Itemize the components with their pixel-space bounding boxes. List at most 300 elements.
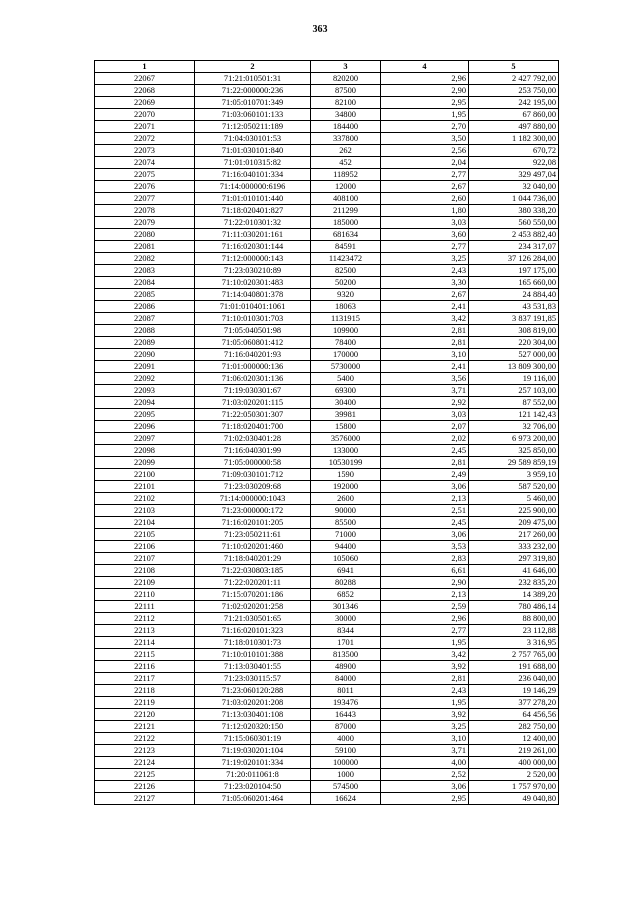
table-row (95, 217, 559, 229)
table-cell-col3: 1131915 (311, 313, 381, 325)
table-cell-col1: 22067 (95, 73, 195, 85)
table-cell-col4: 2,90 (381, 85, 469, 97)
table-cell-col5: 32 040,00 (469, 181, 559, 193)
table-row (95, 373, 559, 385)
table-cell-col2: 71:14:040801:378 (195, 289, 311, 301)
table-row (95, 553, 559, 565)
table-cell-col1: 22096 (95, 421, 195, 433)
table-cell-col2: 71:13:030401:108 (195, 709, 311, 721)
table-cell-col1: 22070 (95, 109, 195, 121)
table-row (95, 385, 559, 397)
table-cell-col1: 22082 (95, 253, 195, 265)
table-row (95, 697, 559, 709)
table-cell-col2: 71:23:030210:89 (195, 265, 311, 277)
table-cell-col5: 23 112,88 (469, 625, 559, 637)
table-cell-col3: 820200 (311, 73, 381, 85)
table-cell-col5: 242 195,00 (469, 97, 559, 109)
table-cell-col1: 22090 (95, 349, 195, 361)
table-cell-col4: 2,90 (381, 577, 469, 589)
table-cell-col4: 2,49 (381, 469, 469, 481)
table-cell-col2: 71:01:010315:82 (195, 157, 311, 169)
table-cell-col3: 3576000 (311, 433, 381, 445)
table-row (95, 181, 559, 193)
table-row (95, 97, 559, 109)
table-cell-col3: 16624 (311, 793, 381, 805)
table-row (95, 625, 559, 637)
table-cell-col5: 191 688,00 (469, 661, 559, 673)
table-cell-col5: 219 261,00 (469, 745, 559, 757)
table-cell-col5: 1 044 736,00 (469, 193, 559, 205)
table-cell-col5: 377 278,20 (469, 697, 559, 709)
table-row (95, 613, 559, 625)
table-cell-col2: 71:04:030101:53 (195, 133, 311, 145)
table-cell-col2: 71:20:011061:8 (195, 769, 311, 781)
table-cell-col2: 71:06:020301:136 (195, 373, 311, 385)
table-cell-col5: 64 456,56 (469, 709, 559, 721)
table-cell-col4: 2,60 (381, 193, 469, 205)
table-row (95, 349, 559, 361)
table-cell-col4: 2,04 (381, 157, 469, 169)
table-row (95, 313, 559, 325)
table-cell-col1: 22078 (95, 205, 195, 217)
table-cell-col2: 71:14:000000:6196 (195, 181, 311, 193)
table-cell-col4: 3,06 (381, 481, 469, 493)
table-cell-col2: 71:12:020320:150 (195, 721, 311, 733)
table-cell-col5: 1 757 970,00 (469, 781, 559, 793)
table-cell-col4: 2,13 (381, 493, 469, 505)
table-row (95, 577, 559, 589)
table-cell-col4: 3,10 (381, 733, 469, 745)
table-cell-col5: 5 460,00 (469, 493, 559, 505)
table-cell-col1: 22098 (95, 445, 195, 457)
table-row (95, 205, 559, 217)
table-row (95, 397, 559, 409)
table-cell-col2: 71:16:020101:323 (195, 625, 311, 637)
table-cell-col5: 780 486,14 (469, 601, 559, 613)
table-cell-col2: 71:22:020201:11 (195, 577, 311, 589)
table-cell-col5: 49 040,80 (469, 793, 559, 805)
table-cell-col1: 22120 (95, 709, 195, 721)
table-row (95, 289, 559, 301)
table-row (95, 565, 559, 577)
table-cell-col3: 192000 (311, 481, 381, 493)
table-cell-col1: 22076 (95, 181, 195, 193)
table-cell-col3: 118952 (311, 169, 381, 181)
table-cell-col3: 84591 (311, 241, 381, 253)
table-cell-col3: 193476 (311, 697, 381, 709)
table-cell-col4: 2,02 (381, 433, 469, 445)
table-cell-col4: 3,71 (381, 745, 469, 757)
column-header-3: 3 (311, 61, 381, 73)
table-cell-col1: 22103 (95, 505, 195, 517)
table-cell-col5: 13 809 300,00 (469, 361, 559, 373)
table-row (95, 709, 559, 721)
table-cell-col4: 2,67 (381, 289, 469, 301)
table-cell-col1: 22126 (95, 781, 195, 793)
table-cell-col3: 6852 (311, 589, 381, 601)
table-cell-col2: 71:21:010501:31 (195, 73, 311, 85)
table-cell-col5: 1 182 300,00 (469, 133, 559, 145)
table-row (95, 745, 559, 757)
table-cell-col3: 105060 (311, 553, 381, 565)
table-cell-col2: 71:22:050301:307 (195, 409, 311, 421)
table-cell-col4: 3,30 (381, 277, 469, 289)
table-row (95, 457, 559, 469)
table-cell-col1: 22097 (95, 433, 195, 445)
table-cell-col4: 3,56 (381, 373, 469, 385)
table-cell-col4: 3,25 (381, 721, 469, 733)
table-row (95, 661, 559, 673)
table-cell-col1: 22117 (95, 673, 195, 685)
table-cell-col2: 71:22:030803:185 (195, 565, 311, 577)
table-cell-col3: 133000 (311, 445, 381, 457)
table-cell-col2: 71:02:030401:28 (195, 433, 311, 445)
table-cell-col2: 71:15:070201:186 (195, 589, 311, 601)
table-row (95, 265, 559, 277)
table-cell-col3: 69300 (311, 385, 381, 397)
table-cell-col4: 3,25 (381, 253, 469, 265)
table-cell-col5: 234 317,07 (469, 241, 559, 253)
table-cell-col2: 71:18:010301:73 (195, 637, 311, 649)
table-cell-col4: 2,95 (381, 793, 469, 805)
table-cell-col4: 4,00 (381, 757, 469, 769)
table-row (95, 301, 559, 313)
table-cell-col4: 2,45 (381, 445, 469, 457)
table-cell-col2: 71:01:010401:1061 (195, 301, 311, 313)
table-cell-col2: 71:23:050211:61 (195, 529, 311, 541)
table-cell-col4: 3,06 (381, 529, 469, 541)
table-cell-col1: 22088 (95, 325, 195, 337)
table-cell-col4: 3,03 (381, 409, 469, 421)
table-cell-col3: 82500 (311, 265, 381, 277)
table-cell-col5: 3 837 191,85 (469, 313, 559, 325)
table-cell-col2: 71:18:040201:29 (195, 553, 311, 565)
table-row (95, 337, 559, 349)
table-cell-col3: 94400 (311, 541, 381, 553)
table-cell-col4: 2,70 (381, 121, 469, 133)
table-cell-col4: 2,52 (381, 769, 469, 781)
table-cell-col5: 2 453 882,40 (469, 229, 559, 241)
table-cell-col4: 3,42 (381, 649, 469, 661)
table-cell-col2: 71:03:020201:115 (195, 397, 311, 409)
table-cell-col2: 71:14:000000:1043 (195, 493, 311, 505)
table-cell-col3: 262 (311, 145, 381, 157)
table-cell-col2: 71:05:000000:58 (195, 457, 311, 469)
table-row (95, 145, 559, 157)
table-cell-col4: 6,61 (381, 565, 469, 577)
page-number: 363 (312, 24, 328, 35)
table-cell-col1: 22083 (95, 265, 195, 277)
table-cell-col1: 22110 (95, 589, 195, 601)
table-cell-col5: 282 750,00 (469, 721, 559, 733)
table-cell-col1: 22121 (95, 721, 195, 733)
table-cell-col3: 4000 (311, 733, 381, 745)
table-row (95, 325, 559, 337)
table-cell-col1: 22115 (95, 649, 195, 661)
table-cell-col2: 71:10:010301:703 (195, 313, 311, 325)
table-cell-col2: 71:23:020104:50 (195, 781, 311, 793)
table-row (95, 529, 559, 541)
table-cell-col3: 90000 (311, 505, 381, 517)
table-cell-col5: 560 550,00 (469, 217, 559, 229)
table-cell-col4: 2,77 (381, 169, 469, 181)
table-cell-col3: 82100 (311, 97, 381, 109)
table-row (95, 469, 559, 481)
table-cell-col1: 22071 (95, 121, 195, 133)
table-row (95, 193, 559, 205)
table-cell-col4: 2,81 (381, 337, 469, 349)
table-cell-col5: 220 304,00 (469, 337, 559, 349)
table-cell-col4: 2,51 (381, 505, 469, 517)
table-cell-col1: 22072 (95, 133, 195, 145)
table-cell-col2: 71:05:010701:349 (195, 97, 311, 109)
table-cell-col3: 39981 (311, 409, 381, 421)
table-cell-col1: 22084 (95, 277, 195, 289)
table-cell-col3: 87000 (311, 721, 381, 733)
table-cell-col2: 71:19:020101:334 (195, 757, 311, 769)
table-cell-col1: 22087 (95, 313, 195, 325)
table-cell-col1: 22073 (95, 145, 195, 157)
table-cell-col1: 22122 (95, 733, 195, 745)
table-cell-col1: 22111 (95, 601, 195, 613)
table-cell-col2: 71:01:000000:136 (195, 361, 311, 373)
table-cell-col1: 22125 (95, 769, 195, 781)
table-row (95, 517, 559, 529)
table-cell-col4: 3,03 (381, 217, 469, 229)
table-cell-col5: 3 316,95 (469, 637, 559, 649)
table-cell-col2: 71:01:030101:840 (195, 145, 311, 157)
table-cell-col2: 71:03:060101:133 (195, 109, 311, 121)
table-row (95, 277, 559, 289)
table-cell-col4: 3,71 (381, 385, 469, 397)
table-cell-col3: 12000 (311, 181, 381, 193)
table-cell-col5: 165 660,00 (469, 277, 559, 289)
table-cell-col5: 19 116,00 (469, 373, 559, 385)
table-cell-col5: 6 973 200,00 (469, 433, 559, 445)
table-cell-col2: 71:16:040201:93 (195, 349, 311, 361)
table-cell-col4: 3,53 (381, 541, 469, 553)
table-cell-col3: 11423472 (311, 253, 381, 265)
table-cell-col1: 22124 (95, 757, 195, 769)
table-row (95, 109, 559, 121)
table-row (95, 253, 559, 265)
table-cell-col3: 30400 (311, 397, 381, 409)
table-cell-col4: 2,77 (381, 625, 469, 637)
table-cell-col3: 337800 (311, 133, 381, 145)
table-cell-col4: 3,42 (381, 313, 469, 325)
table-cell-col5: 297 319,80 (469, 553, 559, 565)
table-cell-col1: 22106 (95, 541, 195, 553)
table-cell-col5: 400 000,00 (469, 757, 559, 769)
table-cell-col1: 22095 (95, 409, 195, 421)
table-row (95, 721, 559, 733)
table-cell-col4: 3,92 (381, 661, 469, 673)
table-cell-col2: 71:21:030501:65 (195, 613, 311, 625)
table-cell-col5: 329 497,04 (469, 169, 559, 181)
table-cell-col1: 22092 (95, 373, 195, 385)
table-row (95, 241, 559, 253)
table-cell-col5: 41 646,00 (469, 565, 559, 577)
table-row (95, 361, 559, 373)
table-header-row (95, 61, 559, 73)
table-cell-col5: 209 475,00 (469, 517, 559, 529)
table-cell-col3: 813500 (311, 649, 381, 661)
table-cell-col3: 1000 (311, 769, 381, 781)
table-row (95, 229, 559, 241)
table-row (95, 169, 559, 181)
table-cell-col3: 301346 (311, 601, 381, 613)
table-cell-col4: 2,96 (381, 613, 469, 625)
table-cell-col4: 2,56 (381, 145, 469, 157)
table-row (95, 409, 559, 421)
table-cell-col3: 34800 (311, 109, 381, 121)
table-cell-col5: 19 146,29 (469, 685, 559, 697)
table-cell-col5: 88 800,00 (469, 613, 559, 625)
column-header-1: 1 (95, 61, 195, 73)
table-cell-col3: 8011 (311, 685, 381, 697)
table-cell-col4: 2,81 (381, 325, 469, 337)
data-table (94, 60, 559, 805)
table-cell-col5: 232 835,20 (469, 577, 559, 589)
table-row (95, 421, 559, 433)
table-cell-col3: 100000 (311, 757, 381, 769)
table-cell-col3: 10530199 (311, 457, 381, 469)
table-cell-col3: 84000 (311, 673, 381, 685)
table-cell-col1: 22109 (95, 577, 195, 589)
table-cell-col5: 225 900,00 (469, 505, 559, 517)
table-cell-col4: 2,45 (381, 517, 469, 529)
table-cell-col1: 22091 (95, 361, 195, 373)
table-cell-col4: 1,95 (381, 109, 469, 121)
table-cell-col5: 2 427 792,00 (469, 73, 559, 85)
table-cell-col1: 22069 (95, 97, 195, 109)
table-cell-col3: 1590 (311, 469, 381, 481)
table-cell-col3: 452 (311, 157, 381, 169)
table-cell-col5: 587 520,00 (469, 481, 559, 493)
table-cell-col5: 670,72 (469, 145, 559, 157)
table-cell-col1: 22081 (95, 241, 195, 253)
table-cell-col1: 22105 (95, 529, 195, 541)
table-cell-col5: 380 338,20 (469, 205, 559, 217)
table-cell-col4: 2,41 (381, 301, 469, 313)
table-cell-col2: 71:01:010101:440 (195, 193, 311, 205)
table-cell-col1: 22127 (95, 793, 195, 805)
table-cell-col5: 527 000,00 (469, 349, 559, 361)
table-cell-col1: 22077 (95, 193, 195, 205)
table-cell-col5: 497 880,00 (469, 121, 559, 133)
table-cell-col2: 71:12:050211:189 (195, 121, 311, 133)
table-cell-col3: 170000 (311, 349, 381, 361)
table-cell-col2: 71:22:010301:32 (195, 217, 311, 229)
table-cell-col1: 22093 (95, 385, 195, 397)
table-cell-col5: 37 126 284,00 (469, 253, 559, 265)
table-cell-col4: 1,95 (381, 637, 469, 649)
table-cell-col1: 22123 (95, 745, 195, 757)
table-cell-col2: 71:19:030301:67 (195, 385, 311, 397)
table-cell-col2: 71:09:030101:712 (195, 469, 311, 481)
table-cell-col3: 71000 (311, 529, 381, 541)
table-cell-col2: 71:10:020301:483 (195, 277, 311, 289)
table-cell-col4: 1,80 (381, 205, 469, 217)
table-cell-col2: 71:16:020301:144 (195, 241, 311, 253)
table-cell-col3: 80288 (311, 577, 381, 589)
table-cell-col5: 257 103,00 (469, 385, 559, 397)
table-row (95, 757, 559, 769)
table-cell-col1: 22116 (95, 661, 195, 673)
table-row (95, 85, 559, 97)
table-row (95, 133, 559, 145)
table-row (95, 505, 559, 517)
table-row (95, 157, 559, 169)
table-cell-col1: 22099 (95, 457, 195, 469)
table-cell-col3: 1701 (311, 637, 381, 649)
table-cell-col2: 71:05:040501:98 (195, 325, 311, 337)
table-cell-col4: 2,07 (381, 421, 469, 433)
table-cell-col4: 2,92 (381, 397, 469, 409)
table-cell-col3: 30000 (311, 613, 381, 625)
table-cell-col1: 22068 (95, 85, 195, 97)
table-cell-col2: 71:23:030115:57 (195, 673, 311, 685)
table-cell-col4: 2,95 (381, 97, 469, 109)
table-cell-col4: 2,83 (381, 553, 469, 565)
column-header-4: 4 (381, 61, 469, 73)
table-row (95, 637, 559, 649)
table-cell-col5: 14 389,20 (469, 589, 559, 601)
table-row (95, 121, 559, 133)
table-row (95, 481, 559, 493)
table-cell-col3: 16443 (311, 709, 381, 721)
table-cell-col2: 71:03:020201:208 (195, 697, 311, 709)
table-cell-col4: 3,50 (381, 133, 469, 145)
table-cell-col5: 308 819,00 (469, 325, 559, 337)
table-cell-col3: 87500 (311, 85, 381, 97)
table-cell-col2: 71:18:020401:827 (195, 205, 311, 217)
table-cell-col3: 9320 (311, 289, 381, 301)
column-header-5: 5 (469, 61, 559, 73)
table-cell-col1: 22080 (95, 229, 195, 241)
table-cell-col3: 59100 (311, 745, 381, 757)
table-cell-col4: 2,13 (381, 589, 469, 601)
table-cell-col2: 71:23:000000:172 (195, 505, 311, 517)
table-cell-col5: 24 884,40 (469, 289, 559, 301)
table-row (95, 793, 559, 805)
table-cell-col4: 2,67 (381, 181, 469, 193)
table-row (95, 73, 559, 85)
table-cell-col2: 71:16:040301:99 (195, 445, 311, 457)
table-cell-col2: 71:12:000000:143 (195, 253, 311, 265)
table-row (95, 649, 559, 661)
table-cell-col5: 253 750,00 (469, 85, 559, 97)
table-cell-col5: 121 142,43 (469, 409, 559, 421)
table-row (95, 493, 559, 505)
table-row (95, 601, 559, 613)
table-cell-col2: 71:23:030209:68 (195, 481, 311, 493)
table-cell-col1: 22102 (95, 493, 195, 505)
table-cell-col3: 185000 (311, 217, 381, 229)
table-cell-col3: 5730000 (311, 361, 381, 373)
table-cell-col3: 574500 (311, 781, 381, 793)
table-cell-col4: 3,06 (381, 781, 469, 793)
table-cell-col2: 71:15:060301:19 (195, 733, 311, 745)
table-cell-col1: 22089 (95, 337, 195, 349)
table-cell-col5: 12 400,00 (469, 733, 559, 745)
table-cell-col1: 22100 (95, 469, 195, 481)
table-cell-col1: 22114 (95, 637, 195, 649)
table-cell-col5: 3 959,10 (469, 469, 559, 481)
table-cell-col2: 71:11:030201:161 (195, 229, 311, 241)
table-cell-col5: 2 757 765,00 (469, 649, 559, 661)
table-cell-col3: 408100 (311, 193, 381, 205)
